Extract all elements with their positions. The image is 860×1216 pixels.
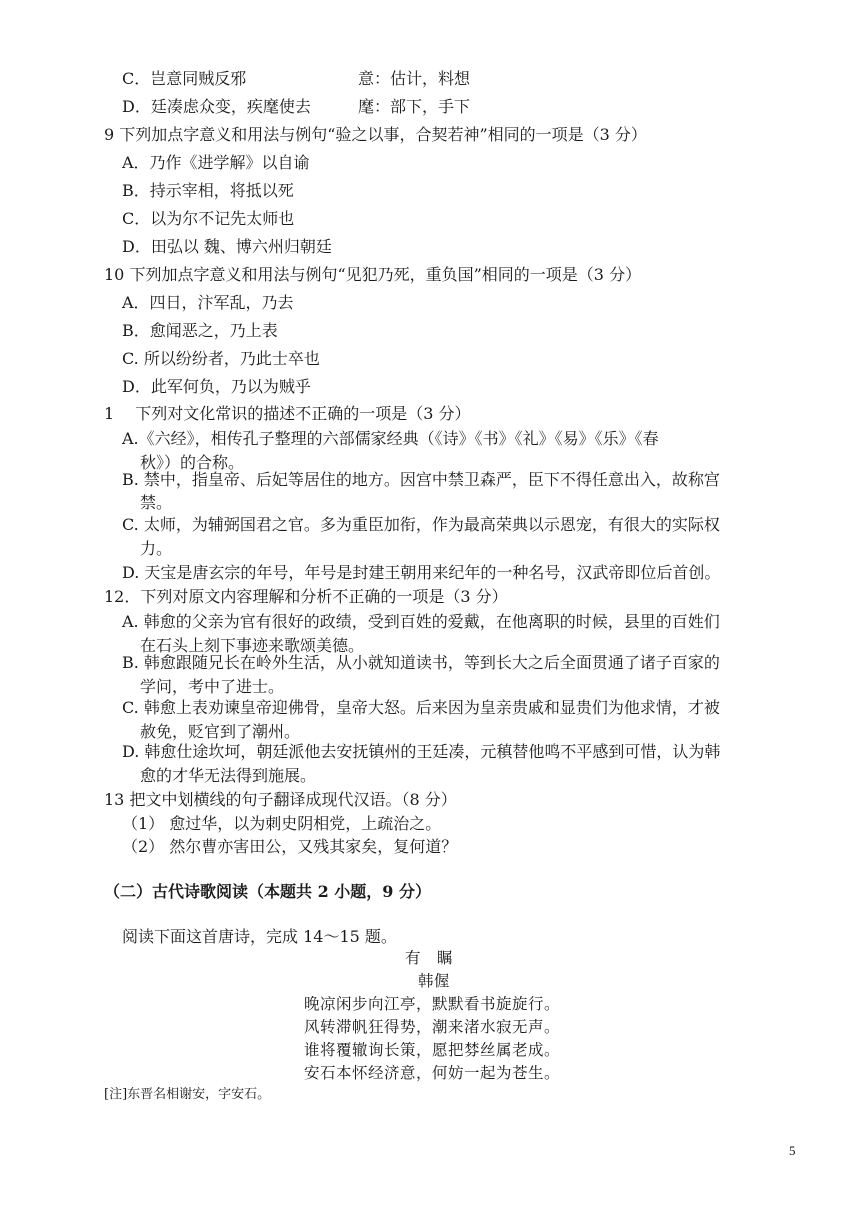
q9-stem: 9 下列加点字意义和用法与例句“验之以事，合契若神”相同的一项是（3 分） <box>104 125 647 144</box>
q13-stem: 13 把文中划横线的句子翻译成现代汉语。（8 分） <box>104 790 457 809</box>
q9-option-a: A．乃作《进学解》以自谕 <box>122 153 310 172</box>
q12-option-b-line2: 学问，考中了进士。 <box>140 677 285 696</box>
q12-option-d-line2: 愈的才华无法得到施展。 <box>140 766 317 785</box>
section-heading: （二）古代诗歌阅读（本题共 2 小题，9 分） <box>104 882 431 901</box>
q11-option-a-line1: A.《六经》，相传孔子整理的六部儒家经典（《诗》《书》《礼》《易》《乐》《春 <box>122 429 659 448</box>
q12-option-b-line1: B. 韩愈跟随兄长在岭外生活，从小就知道读书，等到长大之后全面贯通了诸子百家的 <box>122 653 720 672</box>
poem-note: [注]东晋名相谢安，字安石。 <box>104 1087 271 1102</box>
q13-sentence-1: （1） 愈过华，以为刺史阴相党，上疏治之。 <box>122 814 442 833</box>
q12-option-a-line2: 在石头上刻下事迹来歌颂美德。 <box>140 636 365 655</box>
q11-stem: 1 下列对文化常识的描述不正确的一项是（3 分） <box>104 404 471 423</box>
q10-option-a: A．四日，汴军乱，乃去 <box>122 293 294 312</box>
q11-option-c-line1: C. 太师，为辅弼国君之官。多为重臣加衔，作为最高荣典以示恩宠，有很大的实际权 <box>122 515 720 534</box>
q12-option-c-line2: 赦免，贬官到了潮州。 <box>140 722 301 741</box>
section-intro: 阅读下面这首唐诗，完成 14～15 题。 <box>122 927 397 946</box>
poem-line-1: 晚凉闲步向江亭，默默看书旋旋行。 <box>304 995 561 1013</box>
poem-line-4: 安石本怀经济意，何妨一起为苍生。 <box>304 1064 561 1082</box>
q12-option-d-line1: D. 韩愈仕途坎坷，朝廷派他去安抚镇州的王廷凑，元稹替他鸣不平感到可惜，认为韩 <box>122 742 721 761</box>
poem-line-3: 谁将覆辙询长策，愿把棼丝属老成。 <box>304 1041 561 1059</box>
q12-stem: 12．下列对原文内容理解和分析不正确的一项是（3 分） <box>104 587 508 606</box>
q10-option-d: D．此军何负，乃以为贼乎 <box>122 377 311 396</box>
q11-option-c-line2: 力。 <box>140 539 173 558</box>
q11-option-b-line1: B. 禁中，指皇帝、后妃等居住的地方。因宫中禁卫森严，臣下不得任意出入，故称宫 <box>122 470 720 489</box>
q12-option-c-line1: C. 韩愈上表劝谏皇帝迎佛骨，皇帝大怒。后来因为皇亲贵戚和显贵们为他求情，才被 <box>122 698 720 717</box>
q8-option-c-gloss: 意：估计，料想 <box>358 69 471 88</box>
q10-option-c: C. 所以纷纷者，乃此士卒也 <box>122 349 320 368</box>
q12-option-a-line1: A. 韩愈的父亲为官有很好的政绩，受到百姓的爱戴，在他离职的时候，县里的百姓们 <box>122 612 720 631</box>
q9-option-d: D．田弘以 魏、博六州归朝廷 <box>122 237 332 256</box>
q10-stem: 10 下列加点字意义和用法与例句“见犯乃死，重负国”相同的一项是（3 分） <box>104 265 642 284</box>
q8-option-d: D．廷凑虑众变，疾麾使去 <box>122 97 311 116</box>
page-number: 5 <box>789 1143 796 1158</box>
poem-line-2: 风转滞帆狂得势，潮来渚水寂无声。 <box>304 1018 561 1036</box>
q11-option-a-line2: 秋》）的合称。 <box>140 453 245 472</box>
q13-sentence-2: （2） 然尔曹亦害田公，又残其家矣，复何道？ <box>122 837 458 856</box>
poem-author: 韩偓 <box>418 972 451 990</box>
q10-option-b: B．愈闻恶之，乃上表 <box>122 321 278 340</box>
q8-option-c: C．岂意同贼反邪 <box>122 69 247 88</box>
q11-option-d: D. 天宝是唐玄宗的年号，年号是封建王朝用来纪年的一种名号，汉武帝即位后首创。 <box>122 563 721 582</box>
q9-option-b: B．持示宰相，将抵以死 <box>122 181 294 200</box>
q8-option-d-gloss: 麾：部下，手下 <box>358 97 471 116</box>
poem-title: 有 瞩 <box>405 949 454 967</box>
q9-option-c: C．以为尔不记先太师也 <box>122 209 295 228</box>
q11-option-b-line2: 禁。 <box>140 493 173 512</box>
